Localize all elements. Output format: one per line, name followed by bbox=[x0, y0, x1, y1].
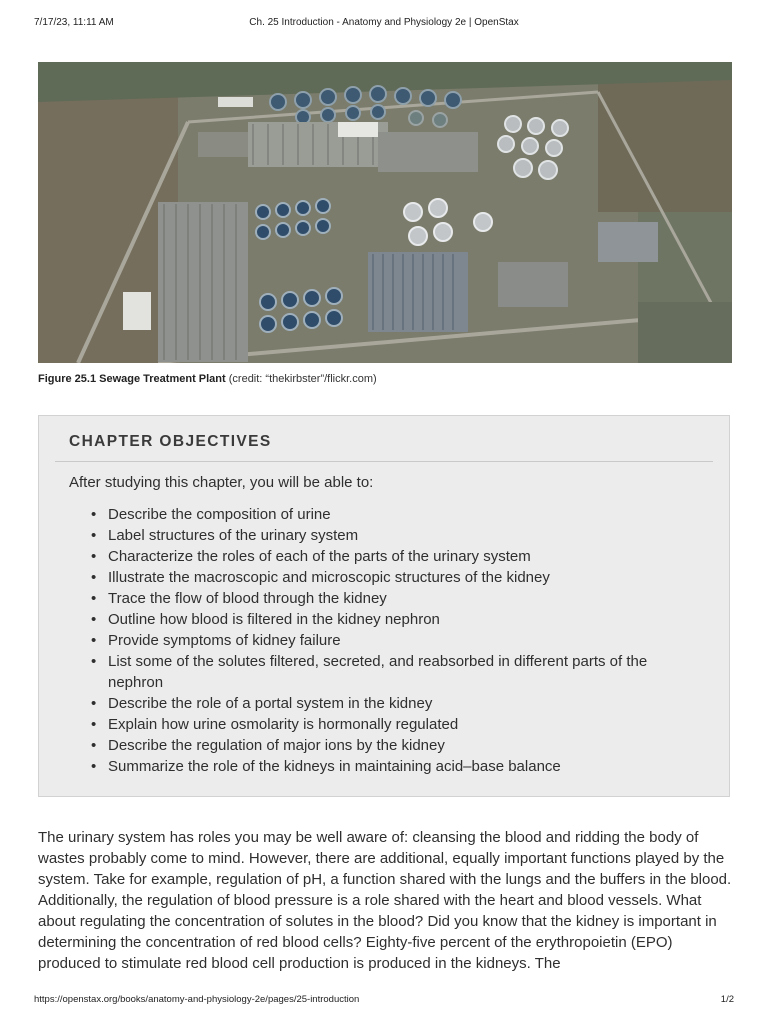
objectives-intro: After studying this chapter, you will be able to: bbox=[69, 474, 374, 491]
figure-caption bbox=[38, 373, 377, 385]
figure-credit: (credit: “thekirbster”/flickr.com) bbox=[228, 373, 377, 385]
chapter-objectives-box bbox=[38, 415, 730, 797]
page-url: https://openstax.org/books/anatomy-and-physiology-2e/pages/25-introduction bbox=[34, 994, 360, 1005]
objectives-title: CHAPTER OBJECTIVES bbox=[69, 433, 272, 450]
objective-item: • Characterize the roles of each of the parts of the urinary system bbox=[108, 546, 698, 567]
objective-item: • Describe the composition of urine bbox=[108, 504, 698, 525]
objective-item: • Describe the role of a portal system in the kidney bbox=[108, 693, 698, 714]
sewage-plant-photo bbox=[38, 62, 732, 363]
objective-item: • List some of the solutes filtered, secreted, and reabsorbed in different parts of the nephron bbox=[108, 651, 698, 693]
aerial-photo-illustration bbox=[38, 62, 732, 363]
figure-label: Figure 25.1 Sewage Treatment Plant bbox=[38, 373, 226, 385]
objective-item: • Outline how blood is filtered in the kidney nephron bbox=[108, 609, 698, 630]
objective-item: • Describe the regulation of major ions by the kidney bbox=[108, 735, 698, 756]
objectives-divider bbox=[55, 461, 713, 462]
objective-item: • Provide symptoms of kidney failure bbox=[108, 630, 698, 651]
page-number: 1/2 bbox=[720, 994, 734, 1005]
objective-item: • Label structures of the urinary system bbox=[108, 525, 698, 546]
objective-item: • Summarize the role of the kidneys in maintaining acid–base balance bbox=[108, 756, 698, 777]
objectives-list bbox=[108, 504, 698, 777]
page-title: Ch. 25 Introduction - Anatomy and Physiology 2e | OpenStax bbox=[249, 17, 519, 28]
objective-item: • Explain how urine osmolarity is hormonally regulated bbox=[108, 714, 698, 735]
objective-item: • Trace the flow of blood through the kidney bbox=[108, 588, 698, 609]
intro-paragraph: The urinary system has roles you may be well aware of: cleansing the blood and ridding the body of wastes probably come to mind. However, there are additional, equally important functions played by the system. Take for example, regulation of pH, a function shared with the lungs and the buffers in the blood. Additionally, the regulation of blood pressure is a role shared with the heart and blood vessels. What about regulating the concentration of solutes in the blood? Did you know that the kidney is important in determining the concentration of red blood cells? Eighty-five percent of the erythropoietin (EPO) produced to stimulate red blood cell production is produced in the kidneys. The bbox=[38, 829, 732, 972]
objective-item: • Illustrate the macroscopic and microscopic structures of the kidney bbox=[108, 567, 698, 588]
print-datetime: 7/17/23, 11:11 AM bbox=[34, 17, 114, 28]
